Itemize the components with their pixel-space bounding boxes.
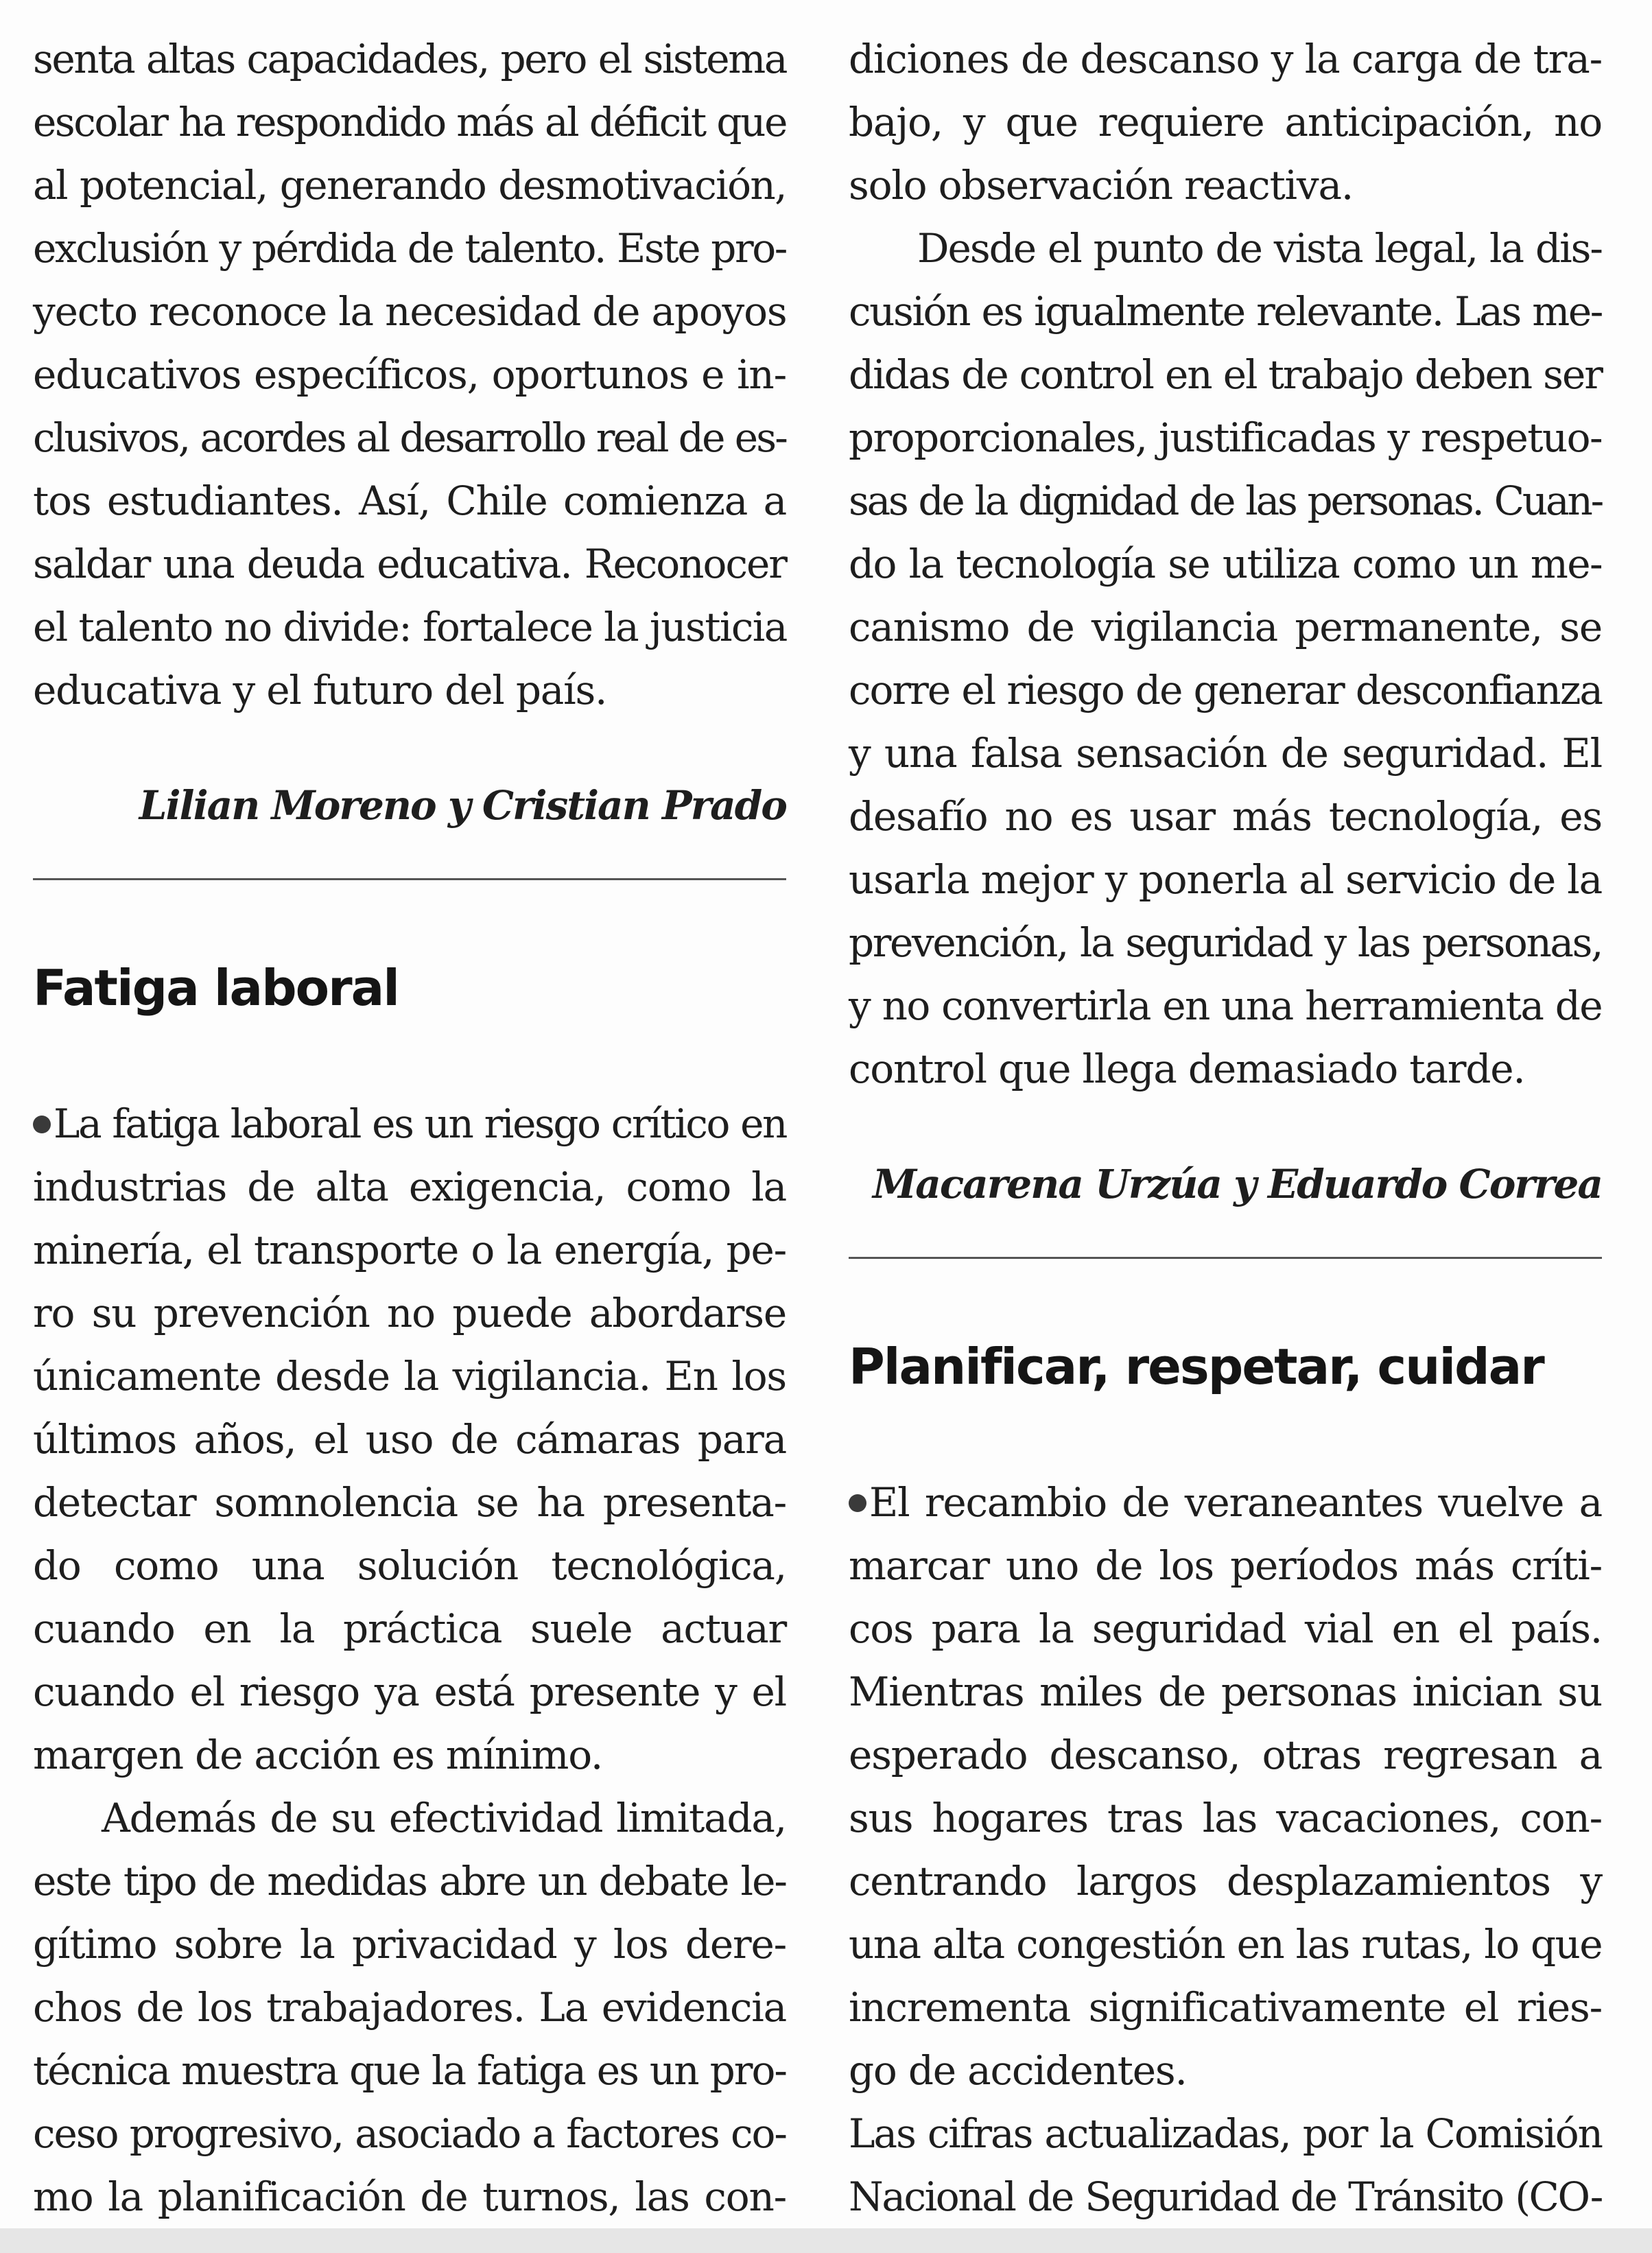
article-line: canismo de vigilancia permanente, se xyxy=(849,604,1602,650)
article-line: sas de la dignidad de las personas. Cuan- xyxy=(849,477,1602,524)
article-line xyxy=(33,1092,786,1155)
article-line: al potencial, generando desmotivación, xyxy=(33,162,786,209)
article-line: clusivos, acordes al desarrollo real de es- xyxy=(33,414,786,461)
article-line: marcar uno de los períodos más críti- xyxy=(849,1542,1602,1589)
article-line: saldar una deuda educativa. Reconocer xyxy=(33,541,786,587)
article-line: do como una solución tecnológica, xyxy=(33,1542,786,1589)
article-line: y una falsa sensación de seguridad. El xyxy=(849,730,1602,777)
author-signature: Macarena Urzúa y Eduardo Correa xyxy=(873,1161,1602,1207)
article-line: solo observación reactiva. xyxy=(849,162,1354,209)
article-line: gítimo sobre la privacidad y los dere- xyxy=(33,1921,786,1968)
article-line: últimos años, el uso de cámaras para xyxy=(33,1416,786,1463)
article-line: desafío no es usar más tecnología, es xyxy=(849,793,1602,840)
article-line: margen de acción es mínimo. xyxy=(33,1732,603,1778)
article-line: Además de su efectividad limitada, xyxy=(102,1795,786,1841)
bullet-icon xyxy=(849,1494,866,1512)
article-line: esperado descanso, otras regresan a xyxy=(849,1732,1602,1778)
article-line: educativa y el futuro del país. xyxy=(33,667,607,713)
article-line: industrias de alta exigencia, como la xyxy=(33,1164,786,1210)
section-heading: Planificar, respetar, cuidar xyxy=(849,1338,1544,1395)
article-line: únicamente desde la vigilancia. En los xyxy=(33,1353,786,1400)
article-line: ceso progresivo, asociado a factores co- xyxy=(33,2110,786,2157)
article-line: el talento no divide: fortalece la justicia xyxy=(33,604,787,650)
article-line: Las cifras actualizadas, por la Comisión xyxy=(849,2110,1602,2157)
article-line: go de accidentes. xyxy=(849,2047,1187,2094)
article-line: diciones de descanso y la carga de tra- xyxy=(849,36,1602,82)
page-bottom-edge xyxy=(0,2228,1652,2253)
article-line: didas de control en el trabajo deben ser xyxy=(849,351,1602,398)
article-line: educativos específicos, oportunos e in- xyxy=(33,351,786,398)
article-line: corre el riesgo de generar desconfianza xyxy=(849,667,1602,713)
article-line-text: El recambio de veraneantes vuelve a xyxy=(869,1479,1602,1526)
article-line: este tipo de medidas abre un debate le- xyxy=(33,1858,786,1904)
article-line: cuando en la práctica suele actuar xyxy=(33,1605,786,1652)
section-divider xyxy=(849,1257,1602,1259)
article-line: Nacional de Seguridad de Tránsito (CO- xyxy=(849,2173,1602,2220)
article-line: Desde el punto de vista legal, la dis- xyxy=(917,225,1602,272)
article-line: y no convertirla en una herramienta de xyxy=(849,982,1602,1029)
article-line: control que llega demasiado tarde. xyxy=(849,1046,1525,1092)
article-line: chos de los trabajadores. La evidencia xyxy=(33,1984,786,2031)
article-line: yecto reconoce la necesidad de apoyos xyxy=(33,288,787,335)
article-line: exclusión y pérdida de talento. Este pro- xyxy=(33,225,786,272)
article-line: detectar somnolencia se ha presenta- xyxy=(33,1479,786,1526)
article-line: centrando largos desplazamientos y xyxy=(849,1858,1602,1904)
article-line: cos para la seguridad vial en el país. xyxy=(849,1605,1602,1652)
article-line: mo la planificación de turnos, las con- xyxy=(33,2173,786,2220)
article-line: escolar ha respondido más al déficit que xyxy=(33,99,786,145)
article-line: técnica muestra que la fatiga es un pro- xyxy=(33,2047,786,2094)
article-line: sus hogares tras las vacaciones, con- xyxy=(849,1795,1602,1841)
article-line: do la tecnología se utiliza como un me- xyxy=(849,541,1602,587)
article-line: minería, el transporte o la energía, pe- xyxy=(33,1227,786,1273)
section-heading: Fatiga laboral xyxy=(33,959,399,1017)
article-line: usarla mejor y ponerla al servicio de la xyxy=(849,856,1602,903)
article-line: prevención, la seguridad y las personas, xyxy=(849,919,1602,966)
article-line: cuando el riesgo ya está presente y el xyxy=(33,1668,786,1715)
section-divider xyxy=(33,878,786,880)
author-signature: Lilian Moreno y Cristian Prado xyxy=(139,782,786,829)
article-line: Mientras miles de personas inician su xyxy=(849,1668,1602,1715)
article-line-text: La fatiga laboral es un riesgo crítico en xyxy=(54,1100,786,1147)
article-line: tos estudiantes. Así, Chile comienza a xyxy=(33,477,786,524)
article-line: incrementa significativamente el ries- xyxy=(849,1984,1602,2031)
article-line xyxy=(849,1471,1602,1534)
article-line: proporcionales, justificadas y respetuo- xyxy=(849,414,1602,461)
article-line: una alta congestión en las rutas, lo que xyxy=(849,1921,1602,1968)
article-line: cusión es igualmente relevante. Las me- xyxy=(849,288,1602,335)
article-line: bajo, y que requiere anticipación, no xyxy=(849,99,1602,145)
bullet-icon xyxy=(33,1116,51,1133)
article-line: ro su prevención no puede abordarse xyxy=(33,1290,786,1336)
article-line: senta altas capacidades, pero el sistema xyxy=(33,36,786,82)
